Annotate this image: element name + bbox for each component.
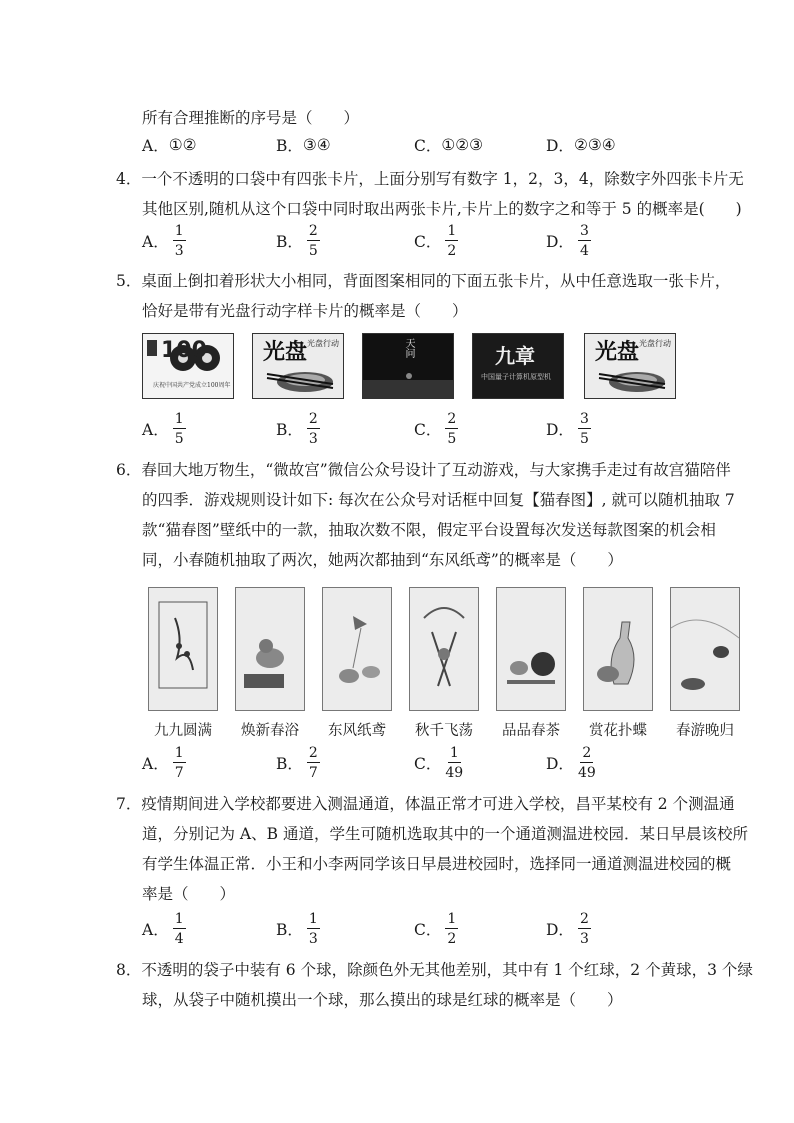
numerator: 2 [308,223,318,239]
card-jiuzhang-title: 九章 [495,344,535,368]
card-clean-plate-caption: 光盘行动 [307,339,339,348]
q3-option-c[interactable] [414,134,483,156]
option-label: C． [414,233,442,251]
q6-option-b[interactable] [276,746,320,780]
card-clean-plate-1[interactable] [252,333,344,399]
option-label: B． [276,233,303,251]
picture-label: 东风纸鸢 [328,723,386,739]
picture-label: 秋千飞荡 [415,723,473,739]
option-label: A． [142,233,169,251]
q4-option-b[interactable] [276,224,320,258]
option-label: B． [276,755,303,773]
q5-option-b[interactable] [276,412,320,446]
numerator: 1 [174,911,184,927]
denominator: 7 [308,765,318,781]
q6-stem-line4: 同，小春随机抽取了两次，她两次都抽到“东风纸鸢”的概率是（ ） [142,551,623,569]
card-tianwen-title: 天问 [403,338,414,358]
option-label: C． [414,755,442,773]
numerator: 1 [308,911,318,927]
q7-stem-line1: 7．疫情期间进入学校都要进入测温通道，体温正常才可进入学校，昌平某校有 2 个测温通 [116,795,735,813]
numerator: 1 [174,411,184,427]
denominator: 3 [174,243,184,259]
fraction [173,224,186,258]
option-label: C． [414,137,442,155]
option-label: D． [546,233,574,251]
q7-option-d[interactable] [546,912,591,946]
cat-travel-image [671,588,739,710]
denominator: 5 [308,243,318,259]
picture-jiujiu-yuanman[interactable] [148,587,218,711]
card-clean-plate-caption: 光盘行动 [639,339,671,348]
denominator: 7 [174,765,184,781]
numerator: 2 [447,411,457,427]
q3-tail-text: 所有合理推断的序号是（ ） [142,109,360,127]
option-label: D． [546,755,574,773]
denominator: 5 [579,431,589,447]
q6-option-c[interactable] [414,746,463,780]
option-text: ①②③ [441,136,484,154]
q6-stem-line3: 款“猫春图”壁纸中的一款，抽取次数不限，假定平台设置每次发送每款图案的机会相 [142,521,716,539]
denominator: 4 [579,243,589,259]
option-label: D． [546,421,574,439]
numerator: 1 [447,223,457,239]
denominator: 2 [447,243,457,259]
option-label: C． [414,921,442,939]
q7-stem-line3: 有学生体温正常．小王和小李两同学该日早晨进校园时，选择同一通道测温进校园的概 [142,855,732,873]
fraction [445,912,458,946]
fraction [307,746,320,780]
q3-option-a[interactable] [142,134,197,156]
q8-stem-line2: 球，从袋子中随机摸出一个球，那么摸出的球是红球的概率是（ ） [142,991,623,1009]
card-tianwen[interactable] [362,333,454,399]
denominator: 3 [579,931,589,947]
q5-option-a[interactable] [142,412,186,446]
numerator: 3 [579,411,589,427]
card-100-number: 100 [161,338,207,363]
option-label: A． [142,421,169,439]
picture-label: 焕新春浴 [241,723,299,739]
q5-stem-line2: 恰好是带有光盘行动字样卡片的概率是（ ） [142,302,468,320]
q6-stem-line2: 的四季．游戏规则设计如下: 每次在公众号对话框中回复【猫春图】, 就可以随机抽取 7 [142,491,735,509]
q8-stem-line1: 8．不透明的袋子中装有 6 个球，除颜色外无其他差别，其中有 1 个红球，2 个黄球，3 个绿 [116,961,753,979]
q4-option-d[interactable] [546,224,591,258]
picture-pinpin-chuncha[interactable] [496,587,566,711]
picture-label: 品品春茶 [502,723,560,739]
numerator: 2 [582,745,592,761]
q3-option-d[interactable] [546,134,616,156]
card-jiuzhang[interactable] [472,333,564,399]
fraction [173,746,186,780]
fraction [445,224,458,258]
picture-dongfeng-zhiyuan[interactable] [322,587,392,711]
picture-chunyou-wangui[interactable] [670,587,740,711]
option-text: ②③④ [573,136,616,154]
numerator: 2 [579,911,589,927]
fraction [578,746,596,780]
numerator: 1 [174,223,184,239]
q6-option-a[interactable] [142,746,186,780]
fraction [173,412,186,446]
calligraphy-scroll-image [149,588,217,710]
picture-huanxin-chunyu[interactable] [235,587,305,711]
numerator: 1 [449,745,459,761]
q6-option-d[interactable] [546,746,596,780]
card-clean-plate-2[interactable] [584,333,676,399]
denominator: 4 [174,931,184,947]
q4-stem-line2: 其他区别,随机从这个口袋中同时取出两张卡片,卡片上的数字之和等于 5 的概率是( ) [142,200,742,218]
denominator: 3 [308,431,318,447]
fraction [307,412,320,446]
picture-label: 九九圆满 [154,723,212,739]
q7-stem-line4: 率是（ ） [142,885,236,903]
q7-stem-line2: 道，分别记为 A、B 通道，学生可随机选取其中的一个通道测温进校园．某日早晨该校所 [142,825,748,843]
fraction [445,746,463,780]
fraction [307,912,320,946]
q3-option-b[interactable] [276,134,331,156]
numerator: 1 [447,911,457,927]
numerator: 2 [308,411,318,427]
option-label: B． [276,421,303,439]
q7-option-b[interactable] [276,912,320,946]
q4-option-c[interactable] [414,224,458,258]
card-jiuzhang-caption: 中国量子计算机原型机 [481,373,551,381]
option-label: A． [142,755,169,773]
cat-tea-image [497,588,565,710]
card-100-anniversary[interactable] [142,333,234,399]
picture-label: 春游晚归 [676,723,734,739]
card-100-caption: 庆祝中国共产党成立100周年 [153,382,231,389]
fraction [173,912,186,946]
q4-option-a[interactable] [142,224,186,258]
numerator: 1 [174,745,184,761]
fraction [445,412,458,446]
picture-qiuqian-feidang[interactable] [409,587,479,711]
option-label: A． [142,137,169,155]
fraction [578,912,591,946]
fraction [578,224,591,258]
picture-label: 赏花扑蝶 [589,723,647,739]
option-label: B． [276,137,303,155]
denominator: 49 [577,765,596,781]
option-text: ③④ [302,136,331,154]
denominator: 2 [447,931,457,947]
cat-kite-image [323,588,391,710]
card-clean-plate-title: 光盘 [263,339,308,365]
denominator: 49 [445,765,464,781]
cat-vase-image [584,588,652,710]
fraction [307,224,320,258]
numerator: 3 [579,223,589,239]
card-clean-plate-title: 光盘 [595,339,640,365]
option-label: C． [414,421,442,439]
q5-option-d[interactable] [546,412,591,446]
option-label: D． [546,921,574,939]
q4-stem-line1: 4．一个不透明的口袋中有四张卡片，上面分别写有数字 1，2，3，4，除数字外四张卡片无 [116,170,744,188]
cat-bath-image [236,588,304,710]
q5-option-c[interactable] [414,412,458,446]
option-label: B． [276,921,303,939]
denominator: 3 [308,931,318,947]
q6-stem-line1: 6．春回大地万物生，“微故宫”微信公众号设计了互动游戏，与大家携手走过有故宫猫陪伴 [116,461,731,479]
picture-shanghua-pudie[interactable] [583,587,653,711]
numerator: 2 [308,745,318,761]
option-label: D． [546,137,574,155]
q7-option-c[interactable] [414,912,458,946]
denominator: 5 [174,431,184,447]
option-text: ①② [168,136,197,154]
denominator: 5 [447,431,457,447]
cat-swing-image [410,588,478,710]
q7-option-a[interactable] [142,912,186,946]
option-label: A． [142,921,169,939]
fraction [578,412,591,446]
q5-stem-line1: 5．桌面上倒扣着形状大小相同，背面图案相同的下面五张卡片，从中任意选取一张卡片， [116,272,731,290]
